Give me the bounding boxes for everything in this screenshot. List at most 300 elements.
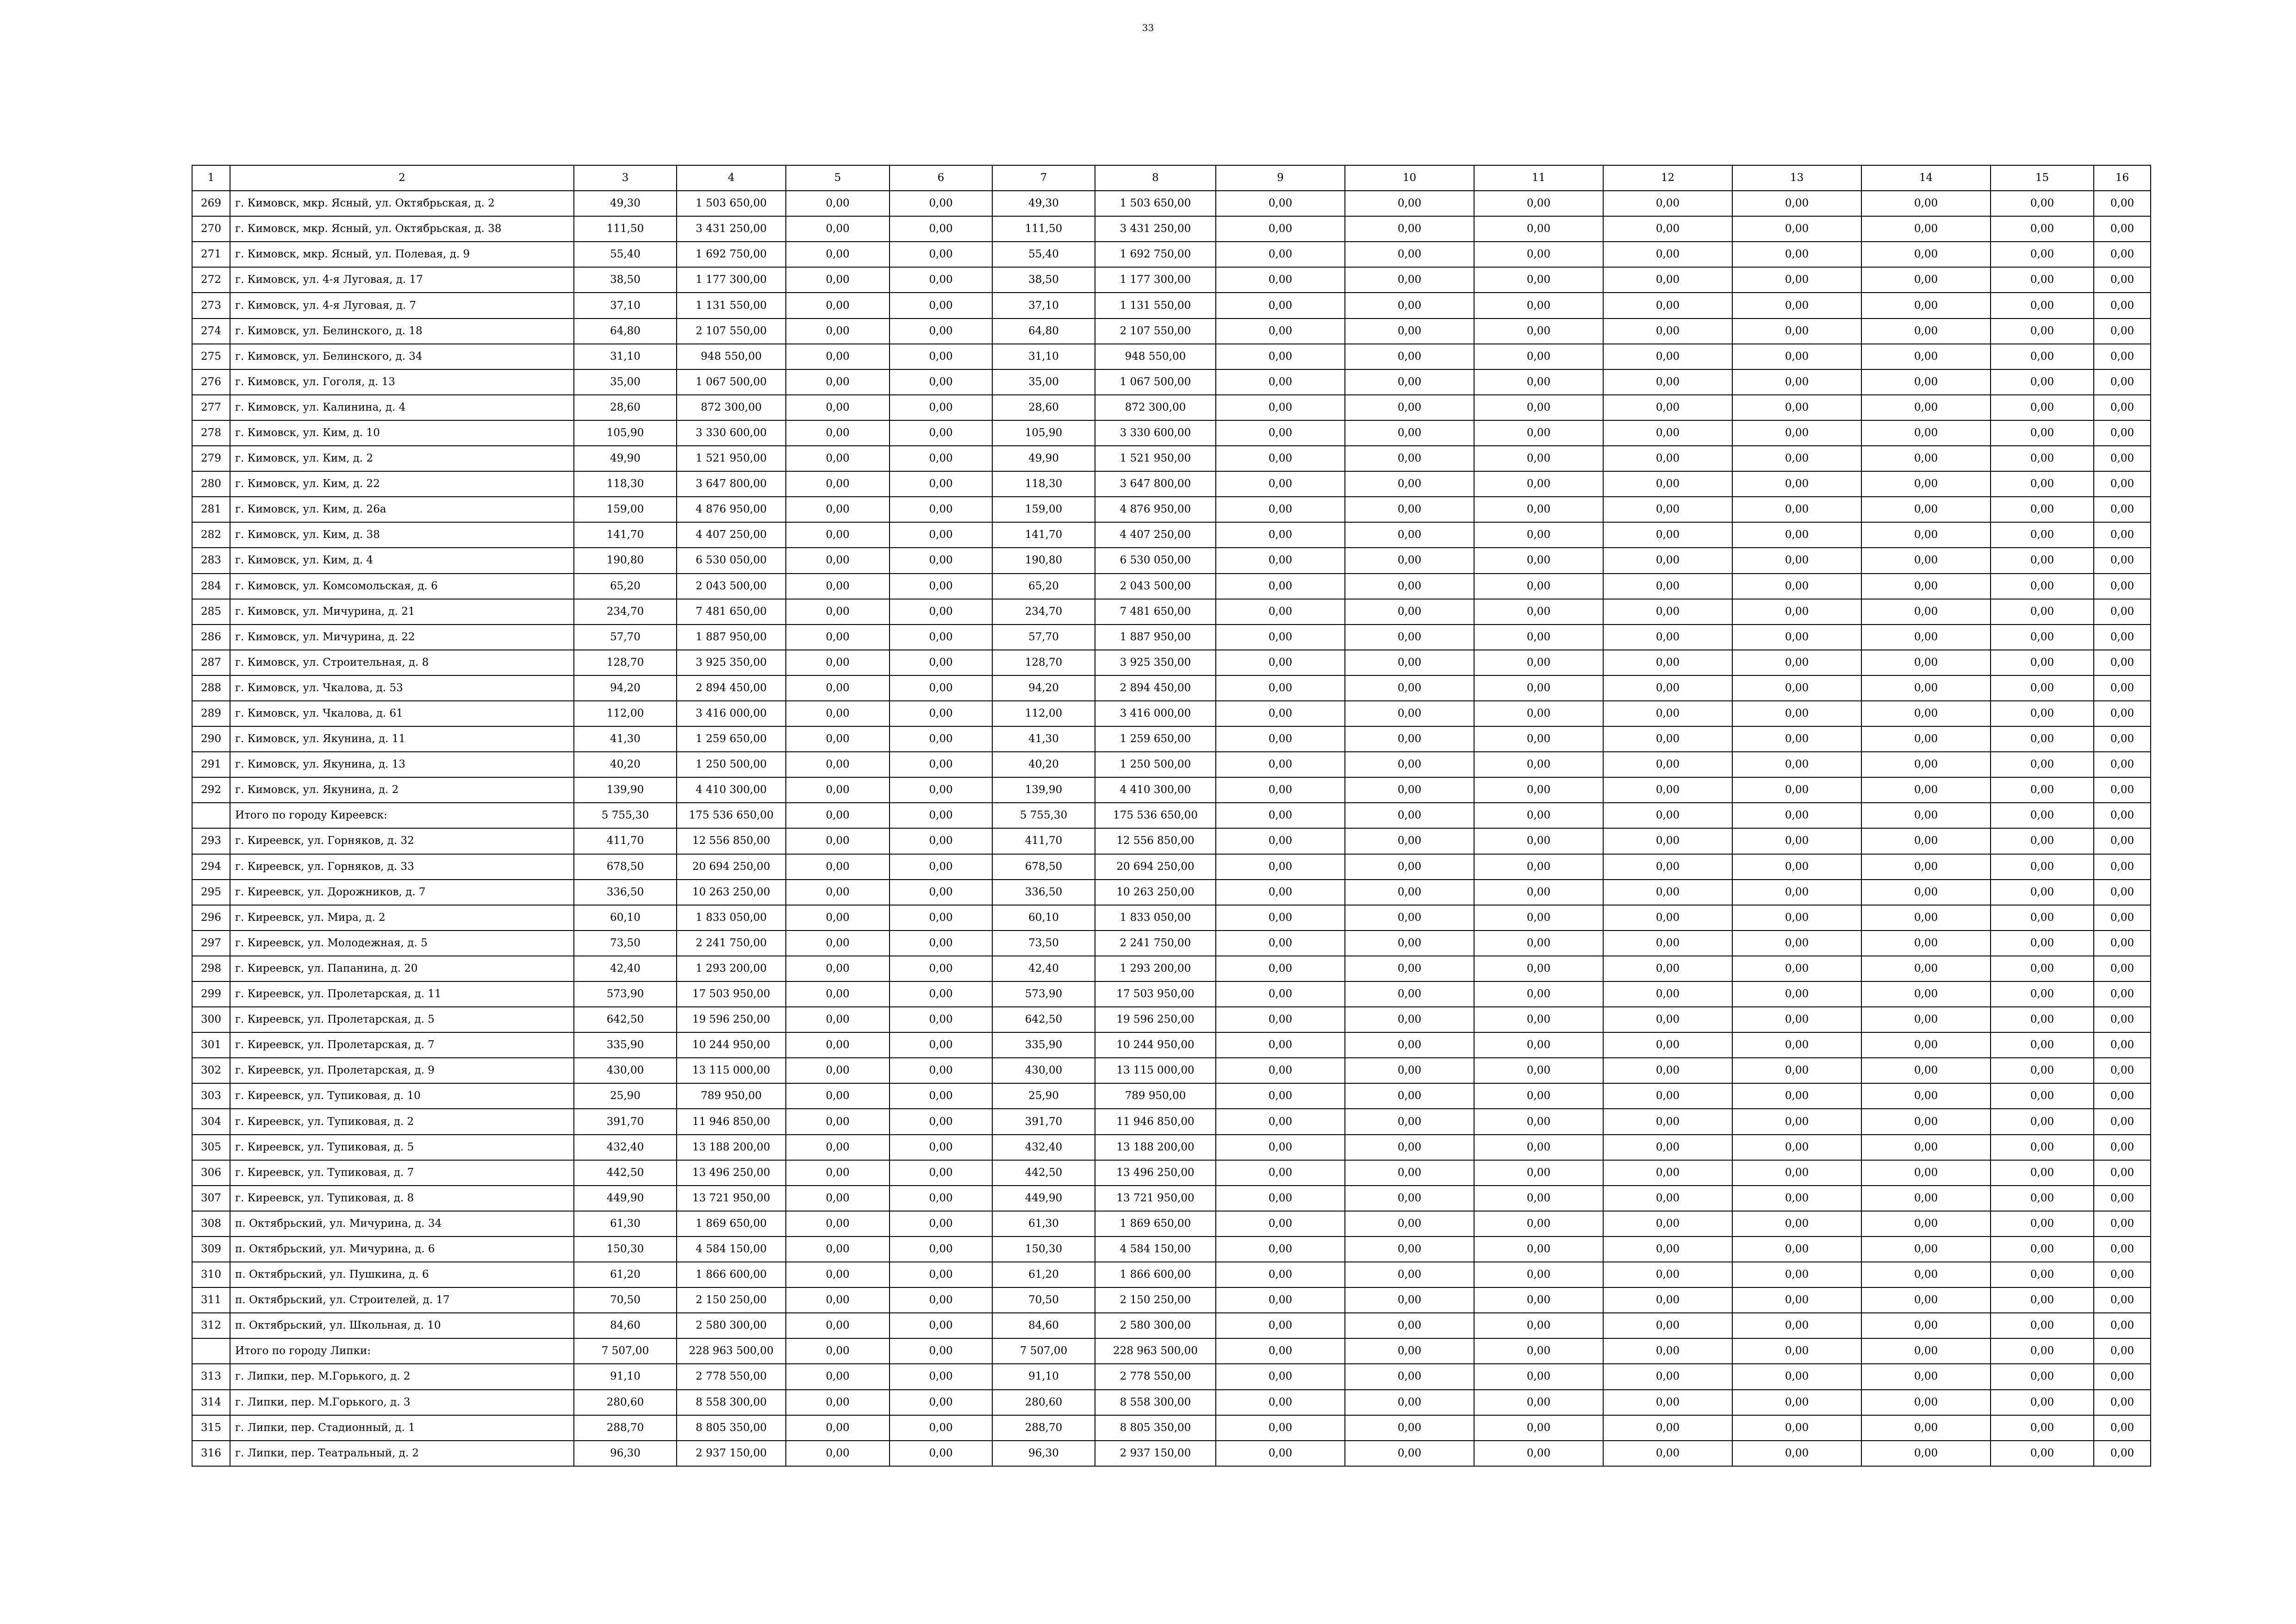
value-cell: 0,00	[1991, 828, 2094, 854]
value-cell: 0,00	[1732, 905, 1861, 931]
value-cell: 0,00	[1345, 1032, 1474, 1058]
value-cell: 139,90	[574, 777, 677, 803]
value-cell: 0,00	[1345, 1390, 1474, 1415]
value-cell: 0,00	[890, 726, 992, 752]
value-cell: 3 416 000,00	[1095, 701, 1216, 726]
value-cell: 2 241 750,00	[1095, 931, 1216, 956]
value-cell: 0,00	[1603, 1338, 1732, 1364]
value-cell: 0,00	[1732, 1364, 1861, 1389]
value-cell: 0,00	[2094, 446, 2151, 471]
value-cell: 0,00	[1216, 905, 1345, 931]
value-cell: 175 536 650,00	[1095, 803, 1216, 828]
value-cell: 0,00	[1991, 1058, 2094, 1083]
table-row	[192, 1211, 2151, 1237]
value-cell: 0,00	[1732, 777, 1861, 803]
value-cell: 0,00	[2094, 267, 2151, 293]
value-cell: 0,00	[786, 777, 890, 803]
value-cell: 0,00	[1345, 420, 1474, 446]
value-cell: 0,00	[1991, 1415, 2094, 1441]
table-row	[192, 574, 2151, 599]
value-cell: 0,00	[890, 1441, 992, 1466]
value-cell: 10 244 950,00	[677, 1032, 786, 1058]
value-cell: 0,00	[1603, 726, 1732, 752]
value-cell: 0,00	[1732, 497, 1861, 522]
value-cell: 0,00	[1345, 650, 1474, 675]
value-cell: 70,50	[992, 1287, 1095, 1313]
address-cell: г. Киреевск, ул. Тупиковая, д. 5	[230, 1135, 574, 1160]
value-cell: 0,00	[1603, 548, 1732, 573]
address-cell: г. Киреевск, ул. Пролетарская, д. 5	[230, 1007, 574, 1032]
address-cell: г. Кимовск, ул. Ким, д. 26а	[230, 497, 574, 522]
value-cell: 7 481 650,00	[1095, 599, 1216, 625]
value-cell: 0,00	[1345, 956, 1474, 981]
value-cell: 118,30	[574, 471, 677, 497]
column-header: 1	[192, 165, 230, 191]
value-cell: 0,00	[1732, 267, 1861, 293]
value-cell: 0,00	[1603, 1135, 1732, 1160]
value-cell: 0,00	[1216, 344, 1345, 369]
value-cell: 335,90	[992, 1032, 1095, 1058]
value-cell: 8 805 350,00	[1095, 1415, 1216, 1441]
row-number-cell: 282	[192, 522, 230, 548]
row-number-cell	[192, 1338, 230, 1364]
value-cell: 0,00	[786, 752, 890, 777]
value-cell: 0,00	[890, 267, 992, 293]
value-cell: 0,00	[1732, 880, 1861, 905]
value-cell: 0,00	[1474, 931, 1603, 956]
value-cell: 0,00	[2094, 319, 2151, 344]
value-cell: 0,00	[2094, 242, 2151, 267]
value-cell: 0,00	[1861, 1109, 1991, 1134]
value-cell: 0,00	[2094, 777, 2151, 803]
address-cell: г. Киреевск, ул. Мира, д. 2	[230, 905, 574, 931]
value-cell: 0,00	[1345, 803, 1474, 828]
address-cell: г. Кимовск, ул. 4-я Луговая, д. 17	[230, 267, 574, 293]
address-cell: г. Кимовск, ул. Ким, д. 2	[230, 446, 574, 471]
value-cell: 0,00	[1991, 650, 2094, 675]
value-cell: 0,00	[786, 1058, 890, 1083]
table-row	[192, 1083, 2151, 1109]
value-cell: 0,00	[1732, 931, 1861, 956]
value-cell: 0,00	[1345, 752, 1474, 777]
value-cell: 0,00	[1861, 1160, 1991, 1186]
row-number-cell: 284	[192, 574, 230, 599]
value-cell: 1 250 500,00	[1095, 752, 1216, 777]
value-cell: 0,00	[1991, 752, 2094, 777]
value-cell: 0,00	[1474, 752, 1603, 777]
value-cell: 0,00	[1603, 931, 1732, 956]
value-cell: 391,70	[574, 1109, 677, 1134]
value-cell: 0,00	[1861, 1262, 1991, 1287]
value-cell: 3 925 350,00	[677, 650, 786, 675]
value-cell: 3 647 800,00	[677, 471, 786, 497]
row-number-cell: 272	[192, 267, 230, 293]
value-cell: 0,00	[1474, 242, 1603, 267]
value-cell: 0,00	[1991, 522, 2094, 548]
value-cell: 0,00	[1216, 242, 1345, 267]
value-cell: 0,00	[1474, 650, 1603, 675]
value-cell: 0,00	[1861, 1313, 1991, 1338]
value-cell: 0,00	[1732, 599, 1861, 625]
value-cell: 0,00	[1861, 1287, 1991, 1313]
table-row	[192, 752, 2151, 777]
value-cell: 0,00	[1861, 497, 1991, 522]
value-cell: 0,00	[1216, 395, 1345, 420]
value-cell: 0,00	[1345, 574, 1474, 599]
table-row	[192, 293, 2151, 318]
value-cell: 0,00	[1603, 216, 1732, 242]
value-cell: 0,00	[1732, 1083, 1861, 1109]
value-cell: 1 259 650,00	[677, 726, 786, 752]
value-cell: 150,30	[574, 1237, 677, 1262]
value-cell: 0,00	[1345, 395, 1474, 420]
value-cell: 0,00	[890, 803, 992, 828]
value-cell: 0,00	[1603, 981, 1732, 1007]
value-cell: 0,00	[1991, 726, 2094, 752]
value-cell: 0,00	[1216, 574, 1345, 599]
value-cell: 0,00	[1861, 242, 1991, 267]
value-cell: 159,00	[992, 497, 1095, 522]
value-cell: 61,30	[992, 1211, 1095, 1237]
value-cell: 0,00	[786, 548, 890, 573]
value-cell: 0,00	[890, 905, 992, 931]
value-cell: 0,00	[1732, 1109, 1861, 1134]
value-cell: 0,00	[2094, 1083, 2151, 1109]
value-cell: 411,70	[992, 828, 1095, 854]
address-cell: г. Кимовск, ул. Ким, д. 10	[230, 420, 574, 446]
value-cell: 0,00	[2094, 625, 2151, 650]
value-cell: 0,00	[1732, 1313, 1861, 1338]
value-cell: 391,70	[992, 1109, 1095, 1134]
row-number-cell: 288	[192, 675, 230, 701]
row-number-cell: 295	[192, 880, 230, 905]
value-cell: 0,00	[890, 752, 992, 777]
value-cell: 0,00	[1216, 675, 1345, 701]
value-cell: 73,50	[574, 931, 677, 956]
value-cell: 449,90	[574, 1186, 677, 1211]
value-cell: 0,00	[2094, 650, 2151, 675]
value-cell: 0,00	[1345, 1262, 1474, 1287]
value-cell: 0,00	[786, 1237, 890, 1262]
value-cell: 25,90	[992, 1083, 1095, 1109]
value-cell: 0,00	[786, 369, 890, 395]
table-row	[192, 701, 2151, 726]
value-cell: 0,00	[1991, 395, 2094, 420]
table-row	[192, 548, 2151, 573]
value-cell: 20 694 250,00	[677, 854, 786, 880]
value-cell: 0,00	[1861, 1237, 1991, 1262]
value-cell: 0,00	[1216, 369, 1345, 395]
table-row	[192, 650, 2151, 675]
value-cell: 0,00	[1216, 650, 1345, 675]
value-cell: 0,00	[1474, 1237, 1603, 1262]
value-cell: 0,00	[1216, 319, 1345, 344]
value-cell: 0,00	[1732, 1032, 1861, 1058]
value-cell: 0,00	[1603, 293, 1732, 318]
value-cell: 0,00	[1991, 1007, 2094, 1032]
value-cell: 0,00	[786, 216, 890, 242]
value-cell: 0,00	[890, 1338, 992, 1364]
value-cell: 0,00	[1861, 522, 1991, 548]
value-cell: 0,00	[786, 1083, 890, 1109]
value-cell: 0,00	[890, 216, 992, 242]
value-cell: 0,00	[1216, 522, 1345, 548]
value-cell: 111,50	[574, 216, 677, 242]
value-cell: 0,00	[1861, 1058, 1991, 1083]
table-row	[192, 675, 2151, 701]
value-cell: 0,00	[1603, 395, 1732, 420]
value-cell: 0,00	[1991, 1083, 2094, 1109]
value-cell: 11 946 850,00	[677, 1109, 786, 1134]
value-cell: 2 043 500,00	[1095, 574, 1216, 599]
value-cell: 61,20	[574, 1262, 677, 1287]
value-cell: 0,00	[1216, 956, 1345, 981]
value-cell: 0,00	[1474, 1135, 1603, 1160]
value-cell: 0,00	[1991, 1338, 2094, 1364]
value-cell: 13 721 950,00	[677, 1186, 786, 1211]
value-cell: 0,00	[1991, 701, 2094, 726]
value-cell: 96,30	[574, 1441, 677, 1466]
value-cell: 0,00	[1474, 191, 1603, 216]
value-cell: 141,70	[574, 522, 677, 548]
value-cell: 1 177 300,00	[1095, 267, 1216, 293]
value-cell: 0,00	[1861, 1415, 1991, 1441]
value-cell: 1 293 200,00	[1095, 956, 1216, 981]
value-cell: 6 530 050,00	[1095, 548, 1216, 573]
table-row	[192, 1135, 2151, 1160]
value-cell: 0,00	[786, 956, 890, 981]
value-cell: 0,00	[1603, 625, 1732, 650]
value-cell: 0,00	[1991, 1313, 2094, 1338]
value-cell: 0,00	[1861, 981, 1991, 1007]
value-cell: 0,00	[2094, 1313, 2151, 1338]
value-cell: 0,00	[890, 446, 992, 471]
table-row	[192, 1287, 2151, 1313]
table-row	[192, 216, 2151, 242]
value-cell: 0,00	[1991, 497, 2094, 522]
row-number-cell: 269	[192, 191, 230, 216]
value-cell: 0,00	[890, 497, 992, 522]
value-cell: 0,00	[1603, 650, 1732, 675]
value-cell: 0,00	[1345, 777, 1474, 803]
value-cell: 0,00	[1991, 1211, 2094, 1237]
value-cell: 0,00	[786, 1160, 890, 1186]
value-cell: 84,60	[992, 1313, 1095, 1338]
value-cell: 94,20	[992, 675, 1095, 701]
value-cell: 0,00	[1732, 1237, 1861, 1262]
value-cell: 0,00	[1861, 216, 1991, 242]
value-cell: 57,70	[574, 625, 677, 650]
value-cell: 0,00	[1732, 1186, 1861, 1211]
value-cell: 0,00	[1603, 675, 1732, 701]
table-row	[192, 726, 2151, 752]
value-cell: 228 963 500,00	[1095, 1338, 1216, 1364]
value-cell: 0,00	[2094, 1262, 2151, 1287]
value-cell: 4 584 150,00	[1095, 1237, 1216, 1262]
value-cell: 10 263 250,00	[677, 880, 786, 905]
value-cell: 112,00	[992, 701, 1095, 726]
value-cell: 0,00	[1216, 1058, 1345, 1083]
value-cell: 0,00	[1732, 956, 1861, 981]
column-header: 8	[1095, 165, 1216, 191]
value-cell: 0,00	[1216, 446, 1345, 471]
value-cell: 57,70	[992, 625, 1095, 650]
value-cell: 0,00	[1991, 216, 2094, 242]
value-cell: 789 950,00	[677, 1083, 786, 1109]
value-cell: 0,00	[890, 319, 992, 344]
value-cell: 0,00	[1991, 1237, 2094, 1262]
value-cell: 0,00	[1216, 726, 1345, 752]
value-cell: 0,00	[1603, 1415, 1732, 1441]
value-cell: 0,00	[1345, 242, 1474, 267]
value-cell: 65,20	[574, 574, 677, 599]
value-cell: 0,00	[1474, 625, 1603, 650]
value-cell: 430,00	[992, 1058, 1095, 1083]
value-cell: 0,00	[1345, 1007, 1474, 1032]
value-cell: 0,00	[2094, 1237, 2151, 1262]
value-cell: 0,00	[2094, 1390, 2151, 1415]
value-cell: 0,00	[1216, 1186, 1345, 1211]
address-cell: г. Кимовск, ул. Белинского, д. 34	[230, 344, 574, 369]
value-cell: 0,00	[1732, 625, 1861, 650]
value-cell: 411,70	[574, 828, 677, 854]
value-cell: 73,50	[992, 931, 1095, 956]
value-cell: 0,00	[1861, 471, 1991, 497]
row-number-cell: 312	[192, 1313, 230, 1338]
value-cell: 2 241 750,00	[677, 931, 786, 956]
table-row	[192, 981, 2151, 1007]
address-cell: г. Киреевск, ул. Тупиковая, д. 2	[230, 1109, 574, 1134]
value-cell: 0,00	[1474, 369, 1603, 395]
value-cell: 0,00	[1216, 1007, 1345, 1032]
value-cell: 0,00	[890, 1058, 992, 1083]
value-cell: 0,00	[1991, 319, 2094, 344]
value-cell: 42,40	[992, 956, 1095, 981]
value-cell: 0,00	[1861, 1186, 1991, 1211]
value-cell: 0,00	[1861, 446, 1991, 471]
value-cell: 0,00	[2094, 1338, 2151, 1364]
value-cell: 0,00	[786, 1415, 890, 1441]
value-cell: 1 131 550,00	[1095, 293, 1216, 318]
value-cell: 0,00	[1861, 599, 1991, 625]
value-cell: 0,00	[1861, 650, 1991, 675]
value-cell: 65,20	[992, 574, 1095, 599]
value-cell: 49,90	[574, 446, 677, 471]
value-cell: 0,00	[1474, 1364, 1603, 1389]
value-cell: 0,00	[2094, 191, 2151, 216]
address-cell: г. Кимовск, ул. Якунина, д. 13	[230, 752, 574, 777]
value-cell: 118,30	[992, 471, 1095, 497]
value-cell: 0,00	[1474, 1441, 1603, 1466]
value-cell: 0,00	[2094, 471, 2151, 497]
value-cell: 449,90	[992, 1186, 1095, 1211]
value-cell: 0,00	[1345, 701, 1474, 726]
value-cell: 1 503 650,00	[1095, 191, 1216, 216]
value-cell: 0,00	[1991, 242, 2094, 267]
value-cell: 0,00	[2094, 854, 2151, 880]
value-cell: 288,70	[574, 1415, 677, 1441]
value-cell: 0,00	[1991, 548, 2094, 573]
row-number-cell: 293	[192, 828, 230, 854]
table-row	[192, 1109, 2151, 1134]
value-cell: 2 778 550,00	[677, 1364, 786, 1389]
value-cell: 0,00	[1474, 701, 1603, 726]
value-cell: 0,00	[1861, 319, 1991, 344]
value-cell: 0,00	[786, 701, 890, 726]
address-cell: г. Киреевск, ул. Папанина, д. 20	[230, 956, 574, 981]
address-cell: г. Киреевск, ул. Горняков, д. 32	[230, 828, 574, 854]
value-cell: 25,90	[574, 1083, 677, 1109]
value-cell: 0,00	[1345, 1186, 1474, 1211]
value-cell: 0,00	[1732, 446, 1861, 471]
value-cell: 60,10	[574, 905, 677, 931]
address-cell: г. Кимовск, ул. Белинского, д. 18	[230, 319, 574, 344]
value-cell: 0,00	[1474, 828, 1603, 854]
value-cell: 0,00	[1474, 854, 1603, 880]
value-cell: 41,30	[574, 726, 677, 752]
table-row	[192, 395, 2151, 420]
column-header: 16	[2094, 165, 2151, 191]
value-cell: 0,00	[1861, 854, 1991, 880]
value-cell: 0,00	[1861, 191, 1991, 216]
value-cell: 4 876 950,00	[677, 497, 786, 522]
value-cell: 0,00	[1216, 497, 1345, 522]
value-cell: 0,00	[1603, 956, 1732, 981]
table-row	[192, 267, 2151, 293]
value-cell: 0,00	[890, 1083, 992, 1109]
address-cell: г. Киреевск, ул. Молодежная, д. 5	[230, 931, 574, 956]
value-cell: 0,00	[786, 931, 890, 956]
value-cell: 442,50	[992, 1160, 1095, 1186]
row-number-cell: 283	[192, 548, 230, 573]
address-cell: г. Кимовск, мкр. Ясный, ул. Октябрьская, д. 38	[230, 216, 574, 242]
value-cell: 0,00	[786, 319, 890, 344]
value-cell: 0,00	[2094, 420, 2151, 446]
value-cell: 2 150 250,00	[677, 1287, 786, 1313]
value-cell: 0,00	[1345, 625, 1474, 650]
table-row	[192, 319, 2151, 344]
value-cell: 0,00	[2094, 905, 2151, 931]
address-cell: г. Липки, пер. М.Горького, д. 3	[230, 1390, 574, 1415]
value-cell: 3 330 600,00	[677, 420, 786, 446]
value-cell: 159,00	[574, 497, 677, 522]
value-cell: 0,00	[786, 1441, 890, 1466]
row-number-cell: 305	[192, 1135, 230, 1160]
address-cell: п. Октябрьский, ул. Мичурина, д. 6	[230, 1237, 574, 1262]
value-cell: 0,00	[1216, 981, 1345, 1007]
value-cell: 0,00	[786, 1211, 890, 1237]
value-cell: 3 431 250,00	[1095, 216, 1216, 242]
value-cell: 0,00	[1861, 675, 1991, 701]
value-cell: 0,00	[1991, 1287, 2094, 1313]
value-cell: 0,00	[1732, 344, 1861, 369]
value-cell: 0,00	[1345, 1058, 1474, 1083]
value-cell: 0,00	[1345, 446, 1474, 471]
value-cell: 2 580 300,00	[677, 1313, 786, 1338]
value-cell: 3 330 600,00	[1095, 420, 1216, 446]
value-cell: 0,00	[1216, 1338, 1345, 1364]
value-cell: 0,00	[1732, 1007, 1861, 1032]
value-cell: 0,00	[890, 1390, 992, 1415]
value-cell: 0,00	[2094, 931, 2151, 956]
address-cell: г. Липки, пер. Стадионный, д. 1	[230, 1415, 574, 1441]
value-cell: 0,00	[1474, 1415, 1603, 1441]
value-cell: 10 244 950,00	[1095, 1032, 1216, 1058]
value-cell: 0,00	[786, 726, 890, 752]
row-number-cell: 287	[192, 650, 230, 675]
value-cell: 0,00	[786, 471, 890, 497]
table-row	[192, 1441, 2151, 1466]
